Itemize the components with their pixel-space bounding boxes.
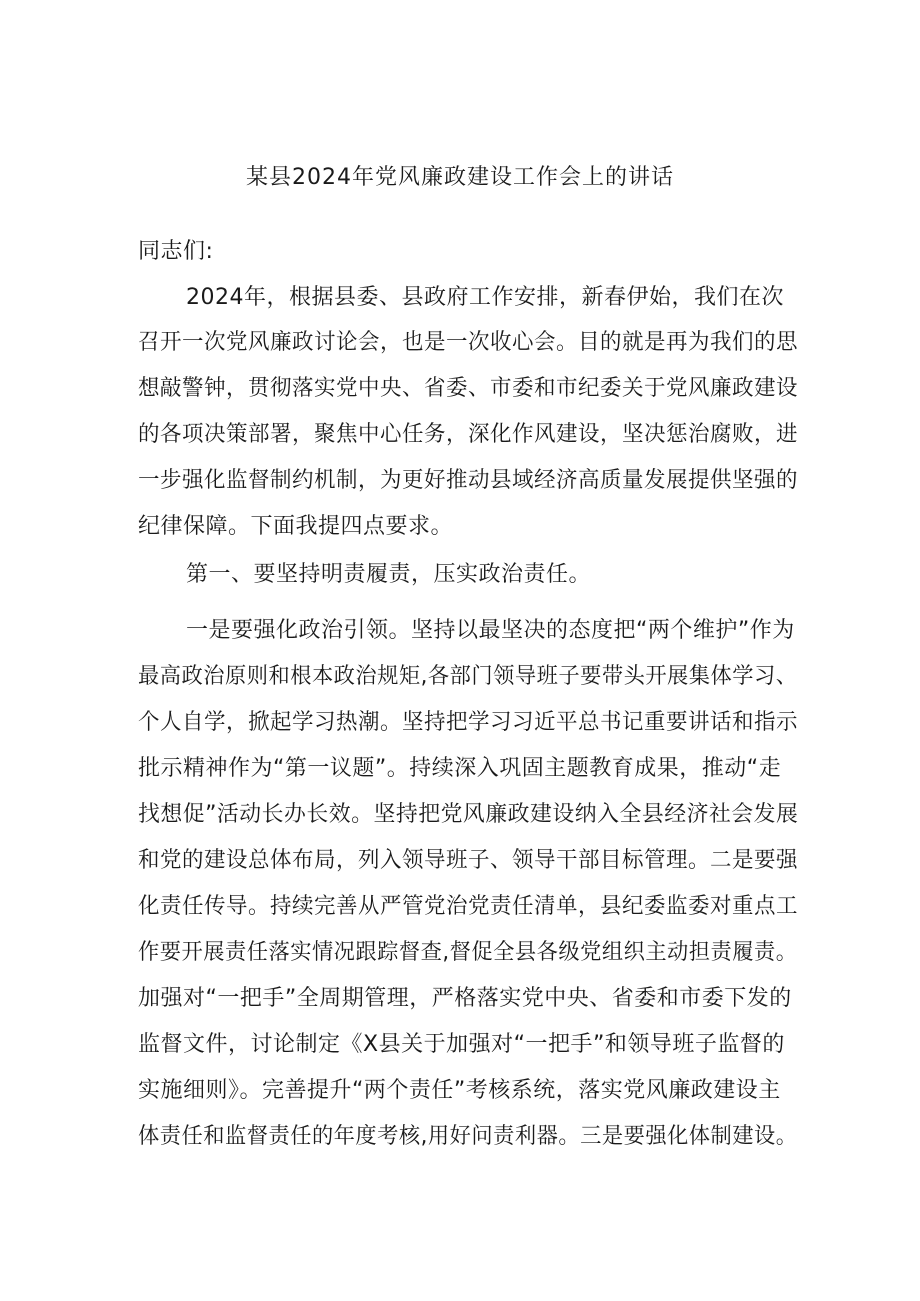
paragraph-line: 体责任和监督责任的年度考核,用好问责利器。三是要强化体制建设。 — [138, 1124, 798, 1149]
salutation: 同志们: — [138, 239, 214, 264]
paragraph-line: 和党的建设总体布局，列入领导班子、领导干部目标管理。二是要强 — [138, 848, 799, 873]
section-heading: 第一、要坚持明责履责，压实政治责任。 — [186, 562, 592, 587]
paragraph-line: 一是要强化政治引领。坚持以最坚决的态度把“两个维护”作为 — [186, 618, 795, 643]
paragraph-line: 纪律保障。下面我提四点要求。 — [138, 514, 454, 539]
paragraph-line: 2024年，根据县委、县政府工作安排，新春伊始，我们在次 — [186, 285, 784, 310]
paragraph-line: 实施细则》。完善提升“两个责任”考核系统，落实党风廉政建设主 — [138, 1078, 781, 1103]
paragraph-line: 一步强化监督制约机制，为更好推动县域经济高质量发展提供坚强的 — [138, 468, 799, 493]
paragraph-line: 找想促”活动长办长效。坚持把党风廉政建设纳入全县经济社会发展 — [138, 802, 799, 827]
paragraph-line: 的各项决策部署，聚焦中心任务，深化作风建设，坚决惩治腐败，进 — [138, 422, 799, 447]
paragraph-line: 个人自学，掀起学习热潮。坚持把学习习近平总书记重要讲话和指示 — [138, 710, 799, 735]
paragraph-line: 批示精神作为“第一议题”。持续深入巩固主题教育成果，推动“走 — [138, 756, 782, 781]
paragraph-line: 作要开展责任落实情况跟踪督查,督促全县各级党组织主动担责履责。 — [138, 940, 798, 965]
paragraph-line: 最高政治原则和根本政治规矩,各部门领导班子要带头开展集体学习、 — [138, 664, 798, 689]
paragraph-line: 化责任传导。持续完善从严管党治党责任清单，县纪委监委对重点工 — [138, 894, 799, 919]
paragraph-line: 加强对“一把手”全周期管理，严格落实党中央、省委和市委下发的 — [138, 986, 792, 1011]
paragraph-line: 召开一次党风廉政讨论会，也是一次收心会。目的就是再为我们的思 — [138, 330, 799, 355]
paragraph-line: 监督文件，讨论制定《X县关于加强对“一把手”和领导班子监督的 — [138, 1032, 785, 1057]
paragraph-line: 想敲警钟，贯彻落实党中央、省委、市委和市纪委关于党风廉政建设 — [138, 376, 799, 401]
document-title: 某县2024年党风廉政建设工作会上的讲话 — [246, 165, 674, 190]
